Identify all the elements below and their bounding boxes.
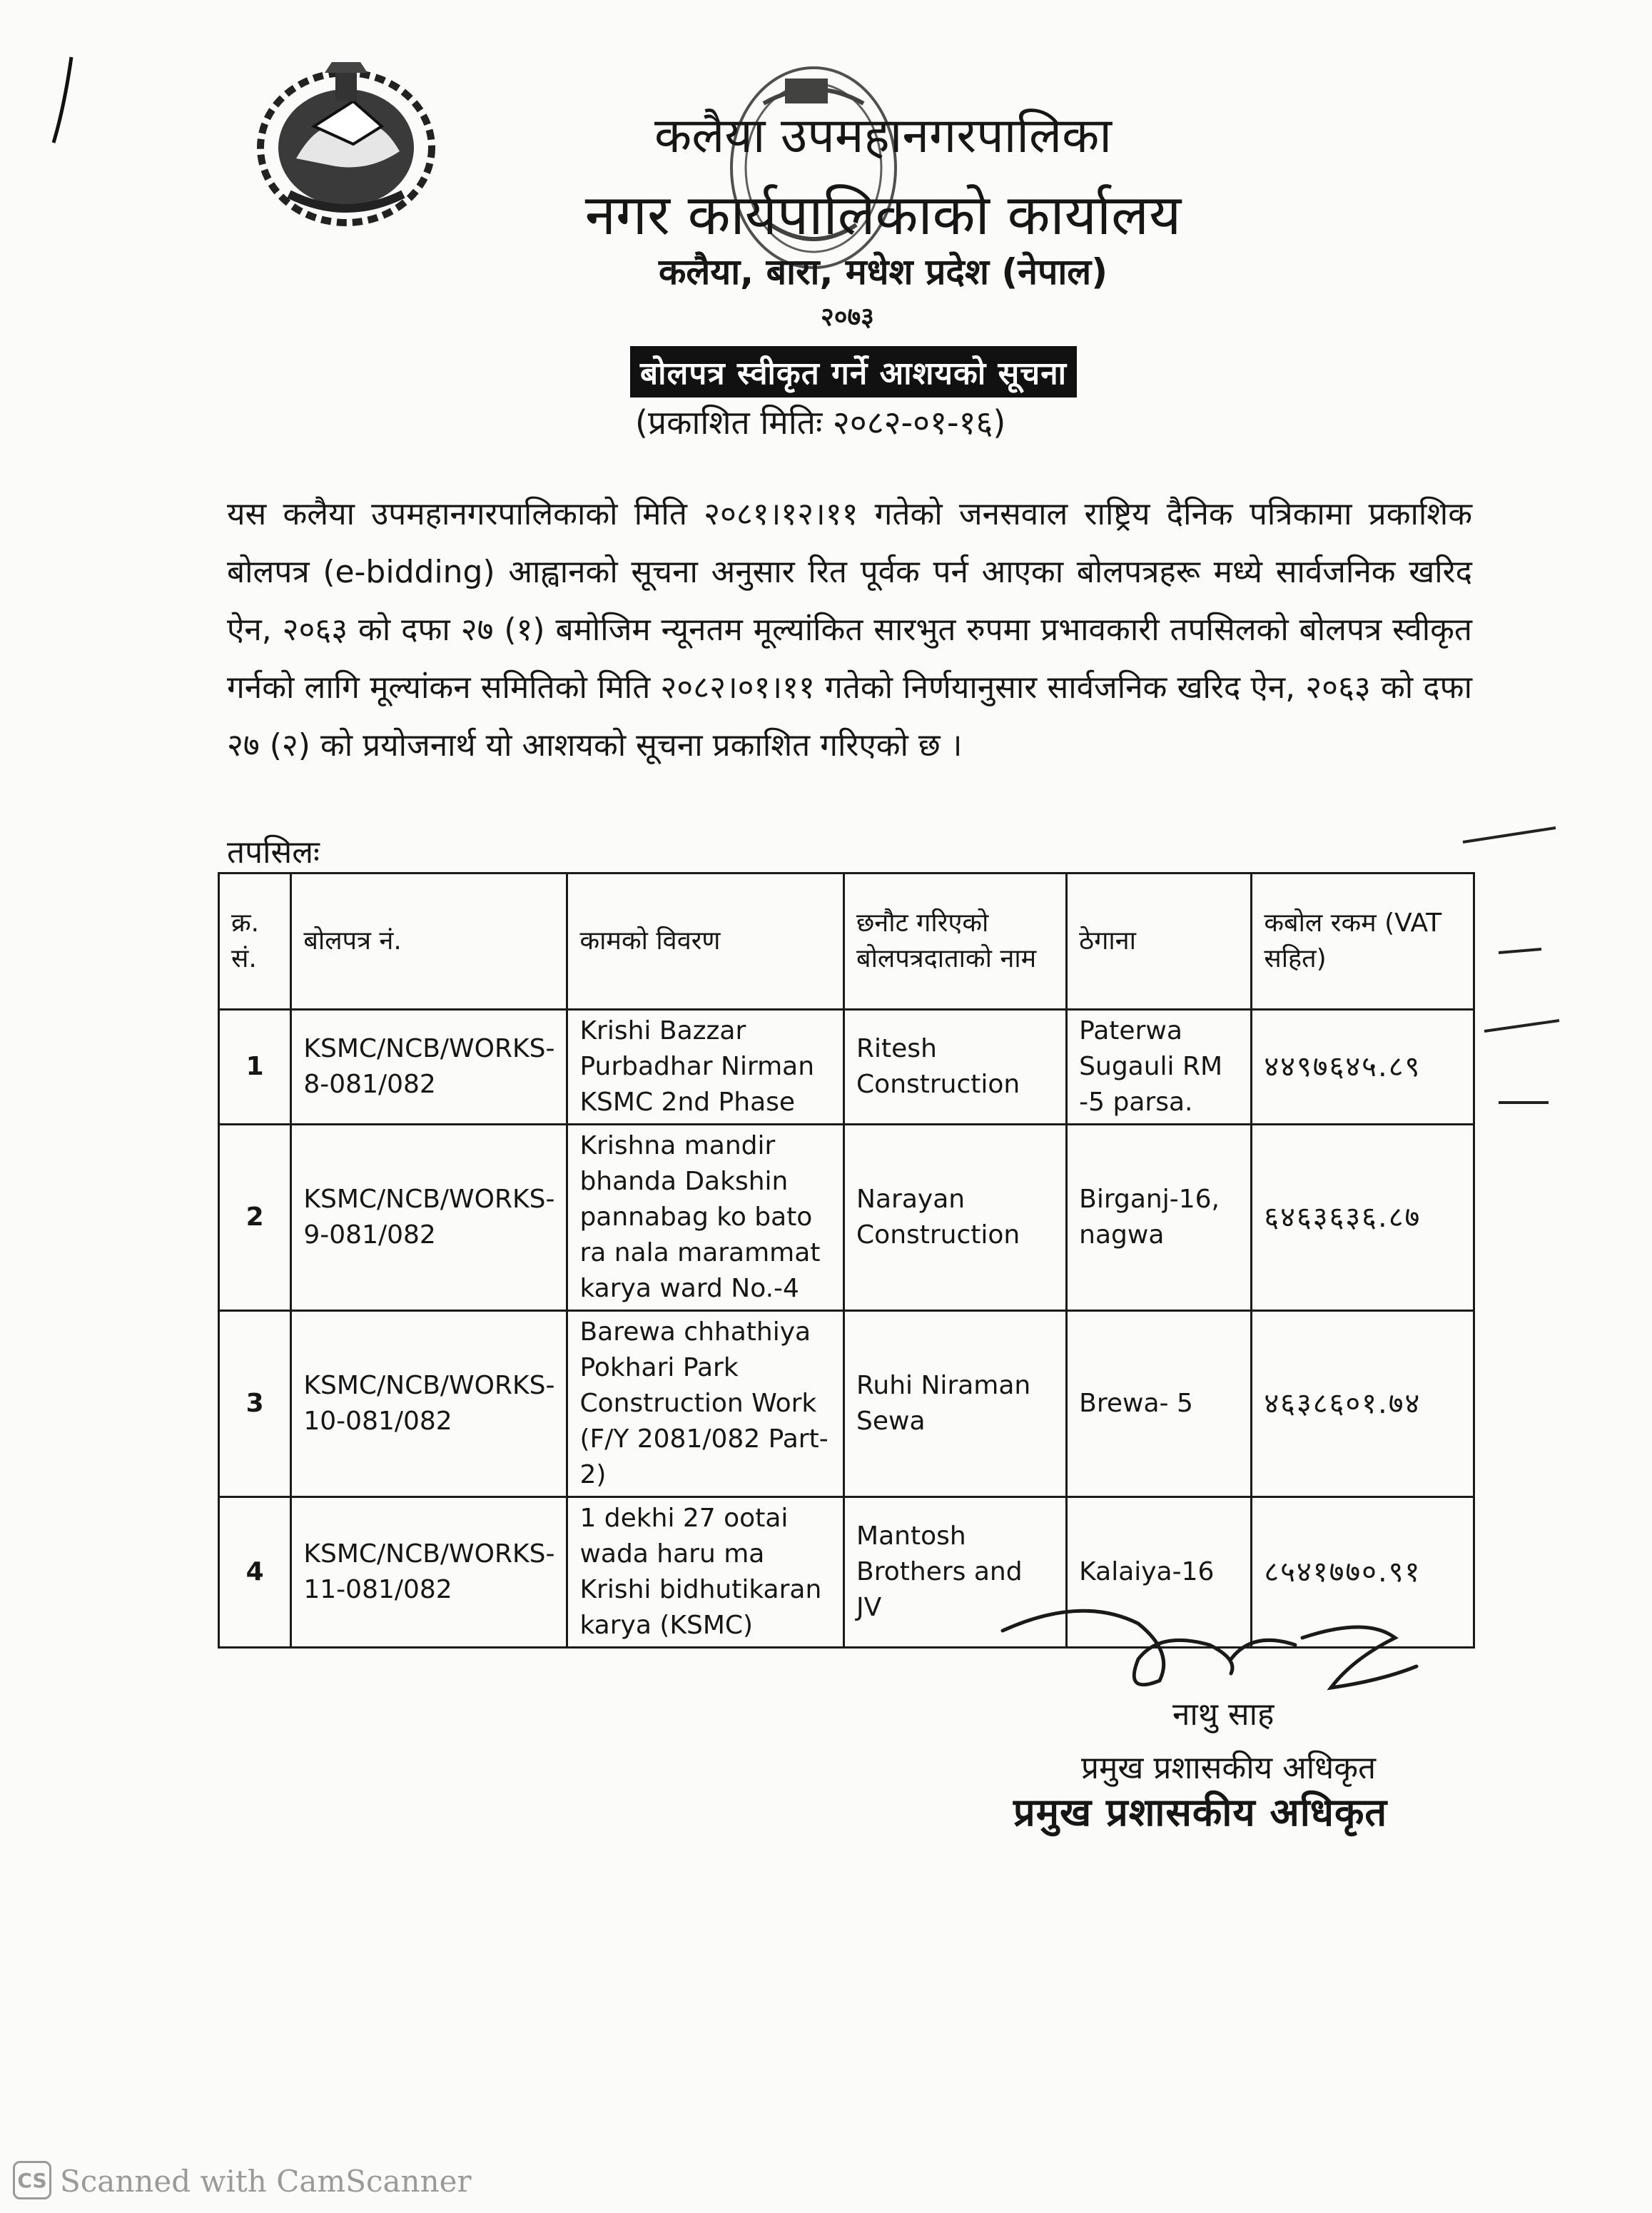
row-sn: 2 (219, 1125, 291, 1311)
pen-mark (1456, 821, 1563, 1120)
table-row (219, 1010, 1474, 1125)
row-bid-no: KSMC/NCB/WORKS-9-081/082 (291, 1125, 567, 1311)
row-address: Kalaiya-16 (1067, 1497, 1252, 1648)
header-amount: कबोल रकम (VAT सहित) (1252, 873, 1474, 1010)
row-address: Brewa- 5 (1067, 1311, 1252, 1497)
row-bidder: Mantosh Brothers and JV (844, 1497, 1067, 1648)
row-sn: 3 (219, 1311, 291, 1497)
table-header-row (219, 873, 1474, 1010)
row-description: Krishna mandir bhanda Dakshin pannabag ko bato ra nala marammat karya ward No.-4 (567, 1125, 844, 1311)
municipality-name: कलैया उपमहानगरपालिका (654, 108, 1112, 164)
row-description: Krishi Bazzar Purbadhar Nirman KSMC 2nd Phase (567, 1010, 844, 1125)
header-bidder: छनौट गरिएको बोलपत्रदाताको नाम (844, 873, 1067, 1010)
row-bidder: Ruhi Niraman Sewa (844, 1311, 1067, 1497)
row-address: Paterwa Sugauli RM -5 parsa. (1067, 1010, 1252, 1125)
scanner-watermark: Scanned with CamScanner (60, 2164, 472, 2199)
table-row (219, 1311, 1474, 1497)
row-amount: ६४६३६३६.८७ (1252, 1125, 1474, 1311)
row-sn: 4 (219, 1497, 291, 1648)
notice-body: यस कलैया उपमहानगरपालिकाको मिति २०८१।१२।११ गतेको जनसवाल राष्ट्रिय दैनिक पत्रिकामा प्रकाशिक बोलपत्र (e-bidding) आह्वानको सूचना अनुसार रित पूर्वक पर्न आएका बोलपत्रहरू मध्ये सार्वजनिक खरिद ऐन, २०६३ को दफा २७ (१) बमोजिम न्यूनतम मूल्यांकित सारभुत रुपमा प्रभावकारी तपसिलको बोलपत्र स्वीकृत गर्नको लागि मूल्यांकन समितिको मिति २०८२।०१।११ गतेको निर्णयानुसार सार्वजनिक खरिद ऐन, २०६३ को दफा २७ (२) को प्रयोजनार्थ यो आशयको सूचना प्रकाशित गरिएको छ । (227, 496, 1472, 764)
row-description: 1 dekhi 27 ootai wada haru ma Krishi bidhutikaran karya (KSMC) (567, 1497, 844, 1648)
row-amount: ४६३८६०१.७४ (1252, 1311, 1474, 1497)
row-amount: ८५४१७७०.९१ (1252, 1497, 1474, 1648)
signatory-role: प्रमुख प्रशासकीय अधिकृत (1081, 1750, 1377, 1786)
bid-table (218, 872, 1475, 1649)
header-sn: क्र. सं. (219, 873, 291, 1010)
office-name: नगर कार्यपालिकाको कार्यालय (584, 183, 1182, 248)
pen-mark (43, 50, 86, 150)
row-bid-no: KSMC/NCB/WORKS-8-081/082 (291, 1010, 567, 1125)
designation-stamp: प्रमुख प्रशासकीय अधिकृत (1013, 1790, 1388, 1835)
row-bidder: Ritesh Construction (844, 1010, 1067, 1125)
stamp-year: २०७३ (821, 303, 874, 332)
published-date: (प्रकाशित मितिः २०८२-०१-१६) (635, 403, 1006, 442)
camscanner-logo-icon: CS (13, 2161, 51, 2199)
row-address: Birganj-16, nagwa (1067, 1125, 1252, 1311)
notice-title: बोलपत्र स्वीकृत गर्ने आशयको सूचना (630, 346, 1077, 397)
row-sn: 1 (219, 1010, 291, 1125)
row-amount: ४४९७६४५.८९ (1252, 1010, 1474, 1125)
header-address: ठेगाना (1067, 873, 1252, 1010)
row-bid-no: KSMC/NCB/WORKS-10-081/082 (291, 1311, 567, 1497)
row-bid-no: KSMC/NCB/WORKS-11-081/082 (291, 1497, 567, 1648)
handwritten-signature (995, 1588, 1424, 1702)
signatory-name: नाथु साह (1172, 1696, 1275, 1733)
header-description: कामको विवरण (567, 873, 844, 1010)
row-description: Barewa chhathiya Pokhari Park Construction Work (F/Y 2081/082 Part-2) (567, 1311, 844, 1497)
office-address: कलैया, बारा, मधेश प्रदेश (नेपाल) (658, 251, 1108, 293)
table-row (219, 1125, 1474, 1311)
row-bidder: Narayan Construction (844, 1125, 1067, 1311)
header-bid-no: बोलपत्र नं. (291, 873, 567, 1010)
details-label: तपसिलः (227, 834, 320, 871)
